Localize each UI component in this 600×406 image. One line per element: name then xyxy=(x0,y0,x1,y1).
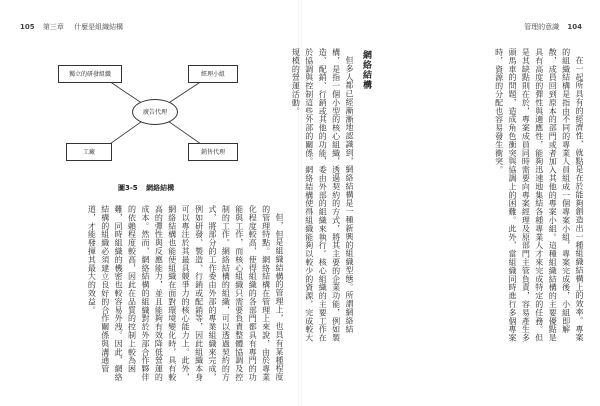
left-body-text xyxy=(18,205,286,385)
running-title: 管理的意識 xyxy=(524,23,560,31)
page-number: 104 xyxy=(567,23,582,31)
section-heading: 網絡結構 xyxy=(361,50,371,90)
node-sales-agency: 銷售代理 xyxy=(188,143,238,161)
chapter-title: 什麼是組織結構 xyxy=(74,23,124,31)
figure-caption xyxy=(118,183,174,193)
figure-title: 網絡結構 xyxy=(146,184,175,192)
right-body-top-text xyxy=(378,48,586,348)
body-paragraph: 但，但是組織結構的管理上，也具有某種程度的管理特點。網絡結構在管理上來說，由於專業化程度較高，使得組織的各部門都具有專門的功能與工作，而核心組織只需要負責整體協調及控制的工作。網絡結構的組織，可以透過契約的方式，將部分的工作委由外部的專業組織來完成，例如研發、製造、行銷或配銷等，因此組織本身可以專注於其最具競爭力的核心能力上。此外，網絡結構也能使組織在面對環境變化時，具有較高的彈性與反應能力，並且能夠有效降低營運的成本。然而，網絡結構的組織對於外部合作夥伴的依賴程度較高，因此在品質的控制上較為困難，同時組織的機密也較容易外洩。因此，網絡結構的組織必須建立良好的合作關係與溝通管道，才能發揮其最大的效益。 xyxy=(87,205,284,382)
left-page-header xyxy=(20,22,123,32)
network-structure-diagram xyxy=(48,55,263,170)
node-factory: 工廠 xyxy=(66,143,112,161)
right-body-section-text xyxy=(291,48,356,348)
node-ad-agency: 廣告代理 xyxy=(132,99,178,125)
node-manager-group: 經理小組 xyxy=(188,65,238,83)
body-paragraph: 在一起所具有的經濟性，就點是在於能夠創造出一種組織結構上的效率。專案的組織結構是指由不同的專業人員組成一個專案小組，專案完成後，小組即解散，成員回到原本的部門或者加入其他的專案小組。這種組織結構的主要優點是具有高度的彈性與適應性，能夠迅速地集結各種專業人才來完成特定的任務。但是其缺點則在於，專案成員同時需要向專案經理及原部門主管負責，容易產生多頭馬車的問題，造成角色衝突與協調上的困難。此外，當組織同時進行多個專案時，資源的分配也容易發生衝突。 xyxy=(494,48,584,342)
chapter-label: 第三章 xyxy=(42,23,64,31)
node-rd-organization: 獨立的研發組織 xyxy=(58,65,122,83)
right-page-header xyxy=(524,22,582,32)
body-paragraph: 但多人都已經漸漸地認識到，網絡結構是一種新興的組織型態。所謂網絡結構，是指一個小型的核心組織，透過契約的方式，將其主要的企業功能，例如製造、配銷、行銷或其他的功能，委由外部的組織來執行。核心組織的主要工作在於協調與控制這些外部的關係。網絡結構使得組織能夠以較少的資源，完成較大規模的營運活動。 xyxy=(291,48,354,342)
figure-number: 圖3-5 xyxy=(118,184,138,192)
page-number: 105 xyxy=(20,23,35,31)
